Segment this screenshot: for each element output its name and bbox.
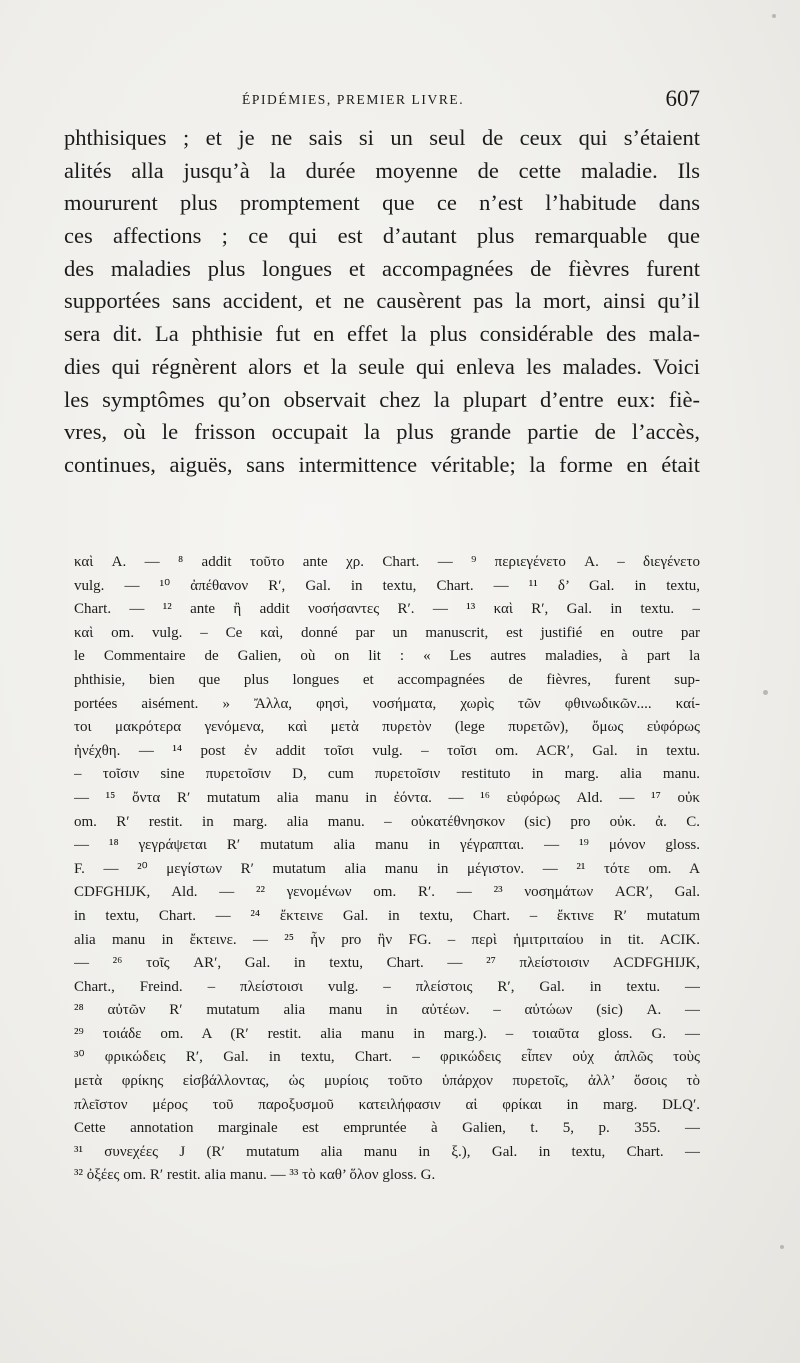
footnote-line: Cette annotation marginale est empruntée à Galien, t. 5, p. 355. — [74,1120,700,1137]
footnote-line: — ²⁶ τοῖς AR′, Gal. in textu, Chart. — ²⁷ πλείστοισιν ACDFGHIJK, [74,955,700,972]
footnote-line: — ¹⁵ ὄντα R′ mutatum alia manu in ἐόντα. — ¹⁶ εὐφόρως Ald. — ¹⁷ οὐκ [74,789,700,806]
text-line: sera dit. La phthisie fut en effet la plus considérable des mala- [64,321,700,347]
footnote-line: Chart. — ¹² ante ἢ addit νοσήσαντες R′. — ¹³ καὶ R′, Gal. in textu. – [74,601,700,618]
footnote-line: ³¹ συνεχέες J (R′ mutatum alia manu in ξ.), Gal. in textu, Chart. — [74,1143,700,1160]
footnote-line: om. R′ restit. in marg. alia manu. – οὐκατέθνησκον (sic) pro οὐκ. ἀ. C. [74,813,700,830]
text-line: dies qui régnèrent alors et la seule qui enleva les malades. Voici [64,353,700,379]
footnote-line: τοι μακρότερα γενόμενα, καὶ μετὰ πυρετὸν (lege πυρετῶν), ὅμως εὐφόρως [74,719,700,736]
footnote-line: ²⁹ τοιάδε om. A (R′ restit. alia manu in marg.). – τοιαῦτα gloss. G. — [74,1025,700,1042]
footnote-line: ³⁰ φρικώδεις R′, Gal. in textu, Chart. – φρικώδεις εἶπεν οὐχ ἁπλῶς τοὺς [74,1049,700,1066]
footnote-line: μετὰ φρίκης εἰσβάλλοντας, ὡς μυρίοις τοῦτο ὑπάρχον πυρετοῖς, ἀλλ’ ὅσοις τὸ [74,1073,700,1090]
page-header [64,86,700,116]
text-line: continues, aiguës, sans intermittence véritable; la forme en était [64,451,700,477]
footnote-line: CDFGHIJK, Ald. — ²² γενομένων om. R′. — ²³ νοσημάτων ACR′, Gal. [74,884,700,901]
text-line: phthisiques ; et je ne sais si un seul de ceux qui s’étaient [64,125,700,150]
footnote-line: portées aisément. » Ἄλλα, φησὶ, νοσήματα, χωρὶς τῶν φθινωδικῶν.... καί- [74,695,700,712]
footnote-line: πλεῖστον μέρος τοῦ παροξυσμοῦ κατειλήφασιν αἱ φρίκαι in marg. DLQ′. [74,1096,700,1113]
running-title: ÉPIDÉMIES, PREMIER LIVRE. [242,92,465,107]
footnote-line: vulg. — ¹⁰ ἀπέθανον R′, Gal. in textu, Chart. — ¹¹ δ’ Gal. in textu, [74,577,700,594]
main-text [64,122,700,482]
footnote-line: F. — ²⁰ μεγίστων R′ mutatum alia manu in μέγιστον. — ²¹ τότε om. A [74,860,700,877]
text-line: les symptômes qu’on observait chez la plupart d’entre eux: fiè- [64,386,700,412]
text-line: ces affections ; ce qui est d’autant plus remarquable que [64,223,700,249]
text-line: des maladies plus longues et accompagnées de fièvres furent [64,255,700,281]
footnote-line: ²⁸ αὐτῶν R′ mutatum alia manu in αὐτέων. – αὐτώων (sic) A. — [74,1002,700,1019]
text-line: alités alla jusqu’à la durée moyenne de cette maladie. Ils [64,157,700,183]
footnote-line: le Commentaire de Galien, où on lit : « Les autres maladies, à part la [74,648,700,665]
footnote-line: Chart., Freind. – πλείστοισι vulg. – πλείστοις R′, Gal. in textu. — [74,978,700,995]
paper-speck [772,14,776,18]
paper-speck [780,1245,784,1249]
footnote-line: alia manu in ἔκτεινε. — ²⁵ ἦν pro ἣν FG. – περὶ ἡμιτριταίου in tit. ACIK. [74,931,700,948]
footnote-line: – τοῖσιν sine πυρετοῖσιν D, cum πυρετοῖσιν restituto in marg. alia manu. [74,766,700,783]
text-line: moururent plus promptement que ce n’est l’habitude dans [64,190,700,216]
text-line: supportées sans accident, et ne causèrent pas la mort, ainsi qu’il [64,288,700,314]
paper-speck [763,690,768,695]
page-number: 607 [665,86,700,111]
footnote-line: — ¹⁸ γεγράψεται R′ mutatum alia manu in γέγραπται. — ¹⁹ μόνον gloss. [74,837,700,854]
text-line: vres, où le frisson occupait la plus grande partie de l’accès, [64,419,700,445]
footnote-line: ἠνέχθη. — ¹⁴ post ἐν addit τοῖσι vulg. – τοῖσι om. ACR′, Gal. in textu. [74,742,700,759]
footnote-line: καὶ om. vulg. – Ce καὶ, donné par un manuscrit, est justifié en outre par [74,624,700,641]
footnote-line: ³² ὀξέες om. R′ restit. alia manu. — ³³ τὸ καθ’ ὅλον gloss. G. [74,1167,436,1184]
footnotes [74,551,700,1188]
footnote-line: phthisie, bien que plus longues et accompagnées de fièvres, furent sup- [74,671,700,688]
footnote-line: in textu, Chart. — ²⁴ ἔκτεινε Gal. in textu, Chart. – ἔκτινε R′ mutatum [74,907,700,924]
footnote-line: καὶ A. — ⁸ addit τοῦτο ante χρ. Chart. — ⁹ περιεγένετο A. – διεγένετο [74,554,700,570]
